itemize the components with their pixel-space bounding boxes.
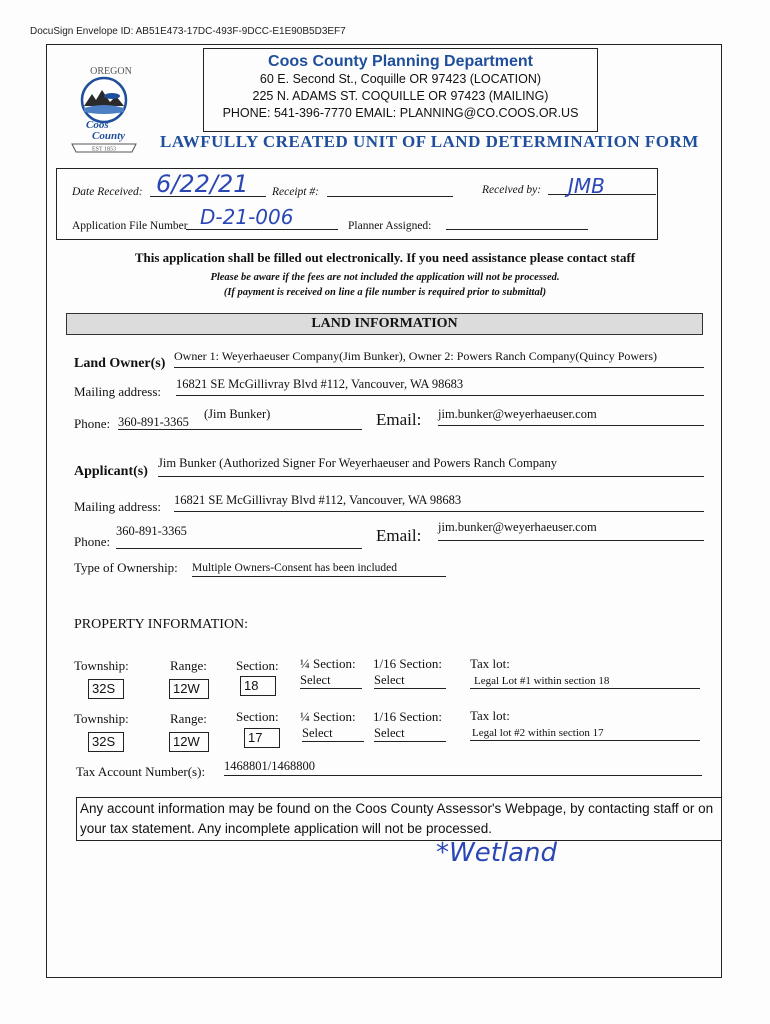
assessor-disclaimer: Any account information may be found on the Coos County Assessor's Webpage, by contacting staff or on your tax statement. Any incomplete application will not be processed. bbox=[76, 797, 722, 841]
received-by-value[interactable]: JMB bbox=[568, 174, 605, 198]
contact-line: PHONE: 541-396-7770 EMAIL: PLANNING@CO.COOS.OR.US bbox=[222, 106, 579, 120]
payment-notice: (If payment is received on line a file number is required prior to submittal) bbox=[223, 287, 547, 298]
handwritten-wetland-note: *Wetland bbox=[436, 838, 558, 868]
township-label-2: Township: bbox=[74, 711, 129, 726]
file-number-value[interactable]: D-21-006 bbox=[200, 205, 294, 229]
applicant-mailing-label: Mailing address: bbox=[74, 499, 162, 514]
applicant-email-field[interactable]: jim.bunker@weyerhaeuser.com bbox=[438, 520, 704, 541]
owner-email-field[interactable]: jim.bunker@weyerhaeuser.com bbox=[438, 407, 704, 426]
seal-coos-text: Coos bbox=[86, 119, 109, 131]
date-received-value[interactable]: 6/22/21 bbox=[156, 170, 249, 198]
applicant-phone-label: Phone: bbox=[74, 534, 111, 549]
electronic-notice: This application shall be filled out electronically. If you need assistance please contact staff bbox=[134, 250, 636, 265]
quarter-section-select-1[interactable]: Select bbox=[300, 673, 362, 689]
applicant-label: Applicant(s) bbox=[74, 464, 148, 479]
owner-phone-label: Phone: bbox=[74, 416, 111, 431]
sixteenth-section-select-1[interactable]: Select bbox=[374, 673, 446, 689]
range-input-2[interactable]: 12W bbox=[169, 732, 209, 752]
ownership-type-label: Type of Ownership: bbox=[74, 560, 178, 575]
section-input-2[interactable]: 17 bbox=[244, 728, 280, 748]
receipt-number-field[interactable] bbox=[327, 196, 453, 197]
applicant-phone-field[interactable]: 360-891-3365 bbox=[116, 524, 362, 549]
county-seal-logo bbox=[66, 62, 156, 157]
date-received-label: Date Received: bbox=[72, 186, 143, 198]
file-number-label: Application File Number bbox=[72, 220, 188, 232]
tax-lot-label-2: Tax lot: bbox=[470, 708, 510, 723]
owner-mailing-field[interactable]: 16821 SE McGillivray Blvd #112, Vancouver, WA 98683 bbox=[176, 377, 704, 396]
township-label-1: Township: bbox=[74, 658, 129, 673]
section-label-2: Section: bbox=[236, 709, 279, 724]
owner-phone-field[interactable] bbox=[118, 407, 362, 430]
range-label-2: Range: bbox=[170, 711, 207, 726]
tax-account-field[interactable]: 1468801/1468800 bbox=[224, 759, 702, 776]
department-title: Coos County Planning Department bbox=[268, 53, 533, 70]
owner-email-label: Email: bbox=[376, 410, 422, 429]
applicant-email-label: Email: bbox=[376, 526, 422, 545]
department-header bbox=[203, 48, 598, 132]
owner-mailing-label: Mailing address: bbox=[74, 384, 162, 399]
quarter-section-label-1: ¼ Section: bbox=[300, 656, 356, 671]
seal-oregon-text: OREGON bbox=[90, 66, 132, 77]
form-title: LAWFULLY CREATED UNIT OF LAND DETERMINATION FORM bbox=[160, 132, 699, 151]
applicant-mailing-field[interactable]: 16821 SE McGillivray Blvd #112, Vancouver, WA 98683 bbox=[174, 493, 704, 512]
receipt-number-label: Receipt #: bbox=[272, 186, 319, 198]
quarter-section-select-2[interactable]: Select bbox=[302, 726, 364, 742]
tax-lot-field-2[interactable]: Legal lot #2 within section 17 bbox=[470, 726, 700, 741]
land-owner-field[interactable]: Owner 1: Weyerhaeuser Company(Jim Bunker), Owner 2: Powers Ranch Company(Quincy Powers) bbox=[174, 349, 704, 368]
sixteenth-section-select-2[interactable]: Select bbox=[374, 726, 446, 742]
location-address: 60 E. Second St., Coquille OR 97423 (LOCATION) bbox=[259, 72, 542, 86]
sixteenth-section-label-2: 1/16 Section: bbox=[373, 709, 442, 724]
section-input-1[interactable]: 18 bbox=[240, 676, 276, 696]
tax-lot-label-1: Tax lot: bbox=[470, 656, 510, 671]
land-owner-label: Land Owner(s) bbox=[74, 356, 166, 371]
township-input-1[interactable]: 32S bbox=[88, 679, 124, 699]
owner-phone-note: (Jim Bunker) bbox=[204, 407, 271, 421]
range-input-1[interactable]: 12W bbox=[169, 679, 209, 699]
file-number-line bbox=[186, 229, 338, 230]
quarter-section-label-2: ¼ Section: bbox=[300, 709, 356, 724]
section-label-1: Section: bbox=[236, 658, 279, 673]
land-information-header: LAND INFORMATION bbox=[66, 313, 703, 335]
seal-est-text: EST 1853 bbox=[91, 146, 117, 153]
received-by-label: Received by: bbox=[482, 184, 542, 196]
seal-county-text: County bbox=[92, 130, 126, 142]
ownership-type-field[interactable]: Multiple Owners-Consent has been included bbox=[192, 558, 446, 577]
tax-lot-field-1[interactable]: Legal Lot #1 within section 18 bbox=[470, 674, 700, 689]
mailing-address: 225 N. ADAMS ST. COQUILLE OR 97423 (MAILING) bbox=[252, 89, 549, 103]
fees-notice: Please be aware if the fees are not included the application will not be processed. bbox=[210, 272, 560, 283]
owner-phone-value: 360-891-3365 bbox=[118, 415, 189, 429]
range-label-1: Range: bbox=[170, 658, 207, 673]
applicant-field[interactable]: Jim Bunker (Authorized Signer For Weyerhaeuser and Powers Ranch Company bbox=[158, 456, 704, 477]
tax-account-label: Tax Account Number(s): bbox=[76, 764, 206, 779]
planner-assigned-label: Planner Assigned: bbox=[348, 220, 432, 232]
planner-assigned-field[interactable] bbox=[446, 229, 588, 230]
sixteenth-section-label-1: 1/16 Section: bbox=[373, 656, 442, 671]
township-input-2[interactable]: 32S bbox=[88, 732, 124, 752]
property-information-heading: PROPERTY INFORMATION: bbox=[74, 617, 249, 632]
envelope-id: DocuSign Envelope ID: AB51E473-17DC-493F-9DCC-E1E90B5D3EF7 bbox=[30, 26, 346, 37]
